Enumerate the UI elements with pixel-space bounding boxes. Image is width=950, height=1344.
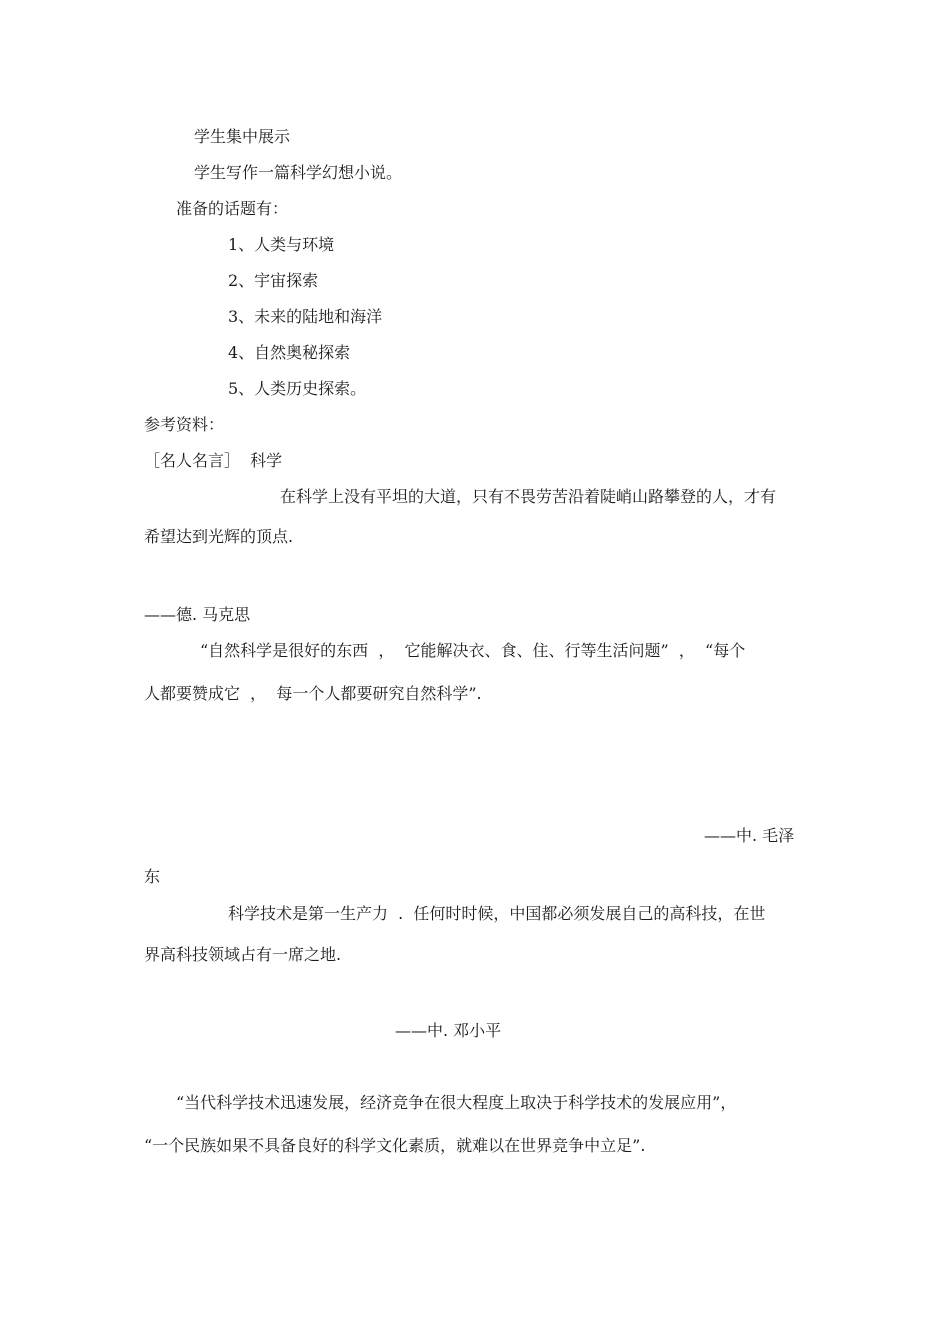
quote-text: 人都要赞成它 ， 每一个人都要研究自然科学”.: [144, 684, 482, 703]
quote-attribution: ——德. 马克思: [144, 605, 251, 624]
quote-text: “当代科学技术迅速发展，经济竞争在很大程度上取决于科学技术的发展应用”，: [176, 1093, 737, 1112]
section-heading: 学生集中展示: [194, 127, 291, 146]
quote-text: 科学技术是第一生产力 . 任何时时候，中国都必须发展自己的高科技，在世: [228, 904, 766, 923]
topic-item: 5、人类历史探索。: [228, 379, 367, 398]
topic-item: 2、宇宙探索: [228, 271, 319, 290]
topic-item: 3、未来的陆地和海洋: [228, 307, 383, 326]
quotes-heading: ［名人名言］ 科学: [144, 451, 283, 470]
quote-text: “一个民族如果不具备良好的科学文化素质，就难以在世界竞争中立足”.: [144, 1136, 646, 1155]
quote-attribution: 东: [144, 867, 161, 886]
quote-text: 在科学上没有平坦的大道，只有不畏劳苦沿着陡峭山路攀登的人，才有: [280, 487, 777, 506]
topic-item: 1、人类与环境: [228, 235, 335, 254]
quote-attribution: ——中. 邓小平: [395, 1021, 502, 1040]
topic-item: 4、自然奥秘探索: [228, 343, 351, 362]
quote-text: 希望达到光辉的顶点.: [144, 527, 294, 546]
assignment-text: 学生写作一篇科学幻想小说。: [194, 163, 403, 182]
quote-text: “自然科学是很好的东西 ， 它能解决衣、食、住、行等生活问题” ， “每个: [200, 641, 746, 660]
topics-heading: 准备的话题有：: [176, 199, 289, 218]
quote-attribution: ——中. 毛泽: [704, 826, 795, 845]
quote-text: 界高科技领域占有一席之地.: [144, 945, 342, 964]
reference-heading: 参考资料：: [144, 415, 225, 434]
